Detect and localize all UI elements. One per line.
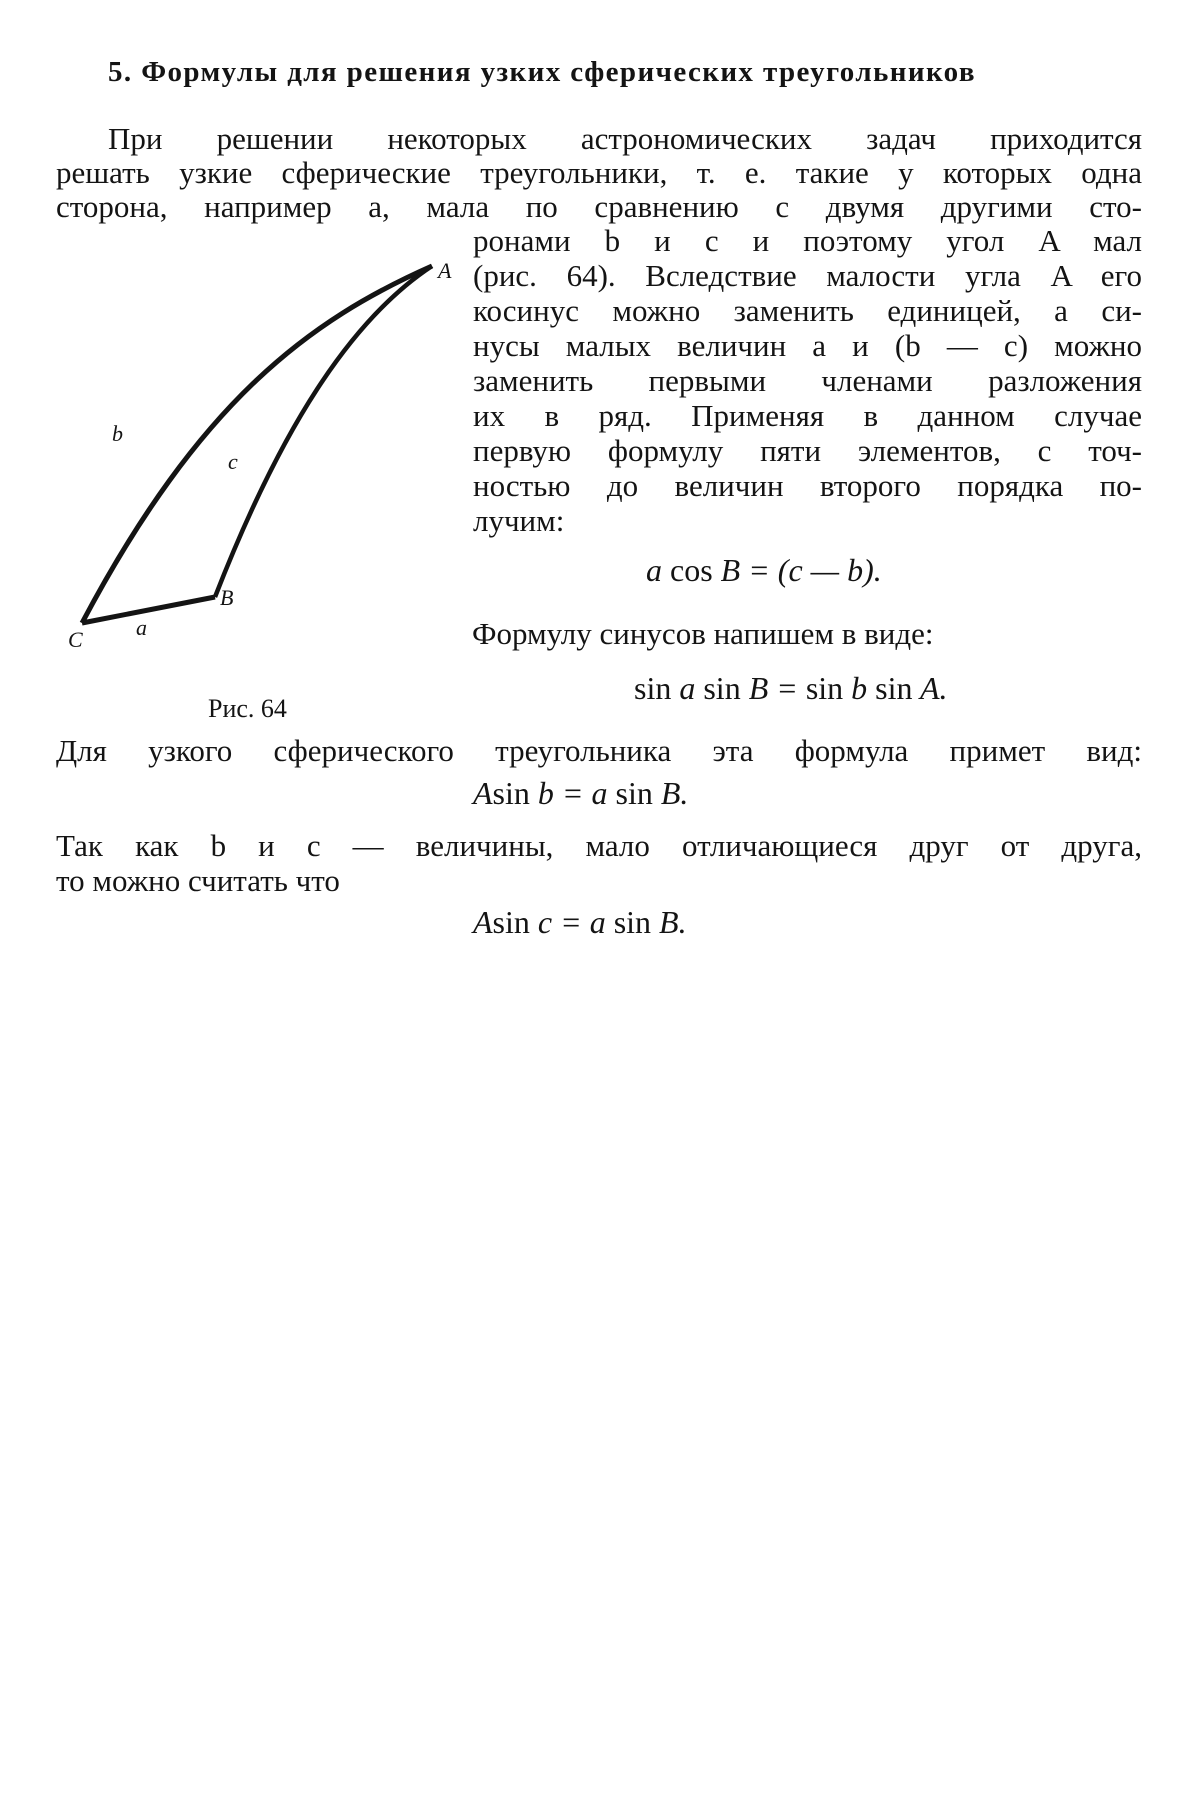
paragraph-line: первую формулу пяти элементов, с точ- — [473, 433, 1142, 468]
paragraph-line: косинус можно заменить единицей, а си- — [473, 293, 1142, 328]
triangle-diagram — [60, 250, 470, 660]
formula-var: B = — [748, 670, 806, 706]
paragraph-line: ронами b и c и поэтому угол A мал — [473, 223, 1142, 258]
paragraph-line: При решении некоторых астрономических задач приходится — [108, 121, 1142, 156]
formula-rest: B = (c — b). — [720, 552, 882, 588]
formula-func: cos — [670, 552, 713, 588]
formula-var: B. — [659, 904, 687, 940]
paragraph-line: Так как b и c — величины, мало отличающиеся друг от друга, — [56, 828, 1142, 863]
formula-func: sin — [615, 775, 653, 811]
figure-caption: Рис. 64 — [208, 694, 287, 723]
side-b-arc — [82, 266, 432, 623]
formula-func: sin — [613, 904, 652, 940]
paragraph-line: Для узкого сферического треугольника эта формула примет вид: — [56, 733, 1142, 768]
paragraph-line: (рис. 64). Вследствие малости угла A его — [473, 258, 1142, 293]
formula-var: A — [473, 775, 493, 811]
formula-sine-general — [634, 670, 947, 706]
paragraph-line: сторона, например a, мала по сравнению с двумя другими сто- — [56, 189, 1142, 224]
vertex-label-C: C — [68, 627, 83, 652]
paragraph-line: лучим: — [473, 503, 565, 538]
side-label-a: a — [136, 615, 147, 640]
sine-intro-text: Формулу синусов напишем в виде: — [472, 616, 934, 651]
formula-sine-narrow — [473, 775, 688, 811]
paragraph-line: их в ряд. Применяя в данном случае — [473, 398, 1142, 433]
figure-narrow-spherical-triangle — [60, 250, 470, 660]
side-c-arc — [215, 266, 432, 597]
paragraph-line: решать узкие сферические треугольники, т. е. такие у которых одна — [56, 155, 1142, 190]
formula-var: A. — [919, 670, 948, 706]
paragraph-line: нусы малых величин a и (b — c) можно — [473, 328, 1142, 363]
formula-func: sin — [703, 670, 741, 706]
formula-func: sin — [634, 670, 672, 706]
formula-func: sin — [875, 670, 913, 706]
formula-var: B. — [660, 775, 689, 811]
paragraph-line: то можно считать что — [56, 863, 340, 898]
formula-var: c = a — [537, 904, 606, 940]
paragraph-line: заменить первыми членами разложения — [473, 363, 1142, 398]
formula-var: b = a — [537, 775, 608, 811]
side-a-line — [82, 597, 215, 623]
formula-var: a — [646, 552, 662, 588]
vertex-label-A: A — [438, 258, 452, 283]
formula-var: b — [851, 670, 868, 706]
section-title: 5. Формулы для решения узких сферических треугольников — [108, 56, 976, 88]
side-label-b: b — [112, 421, 123, 446]
vertex-label-B: B — [220, 585, 234, 610]
formula-sine-final — [473, 904, 687, 940]
formula-var: a — [679, 670, 696, 706]
formula-func: sin — [492, 775, 530, 811]
formula-cosine — [646, 552, 882, 588]
formula-func: sin — [805, 670, 844, 706]
side-label-c: c — [228, 449, 238, 474]
formula-func: sin — [492, 904, 530, 940]
formula-var: A — [473, 904, 493, 940]
paragraph-line: ностью до величин второго порядка по- — [473, 468, 1142, 503]
